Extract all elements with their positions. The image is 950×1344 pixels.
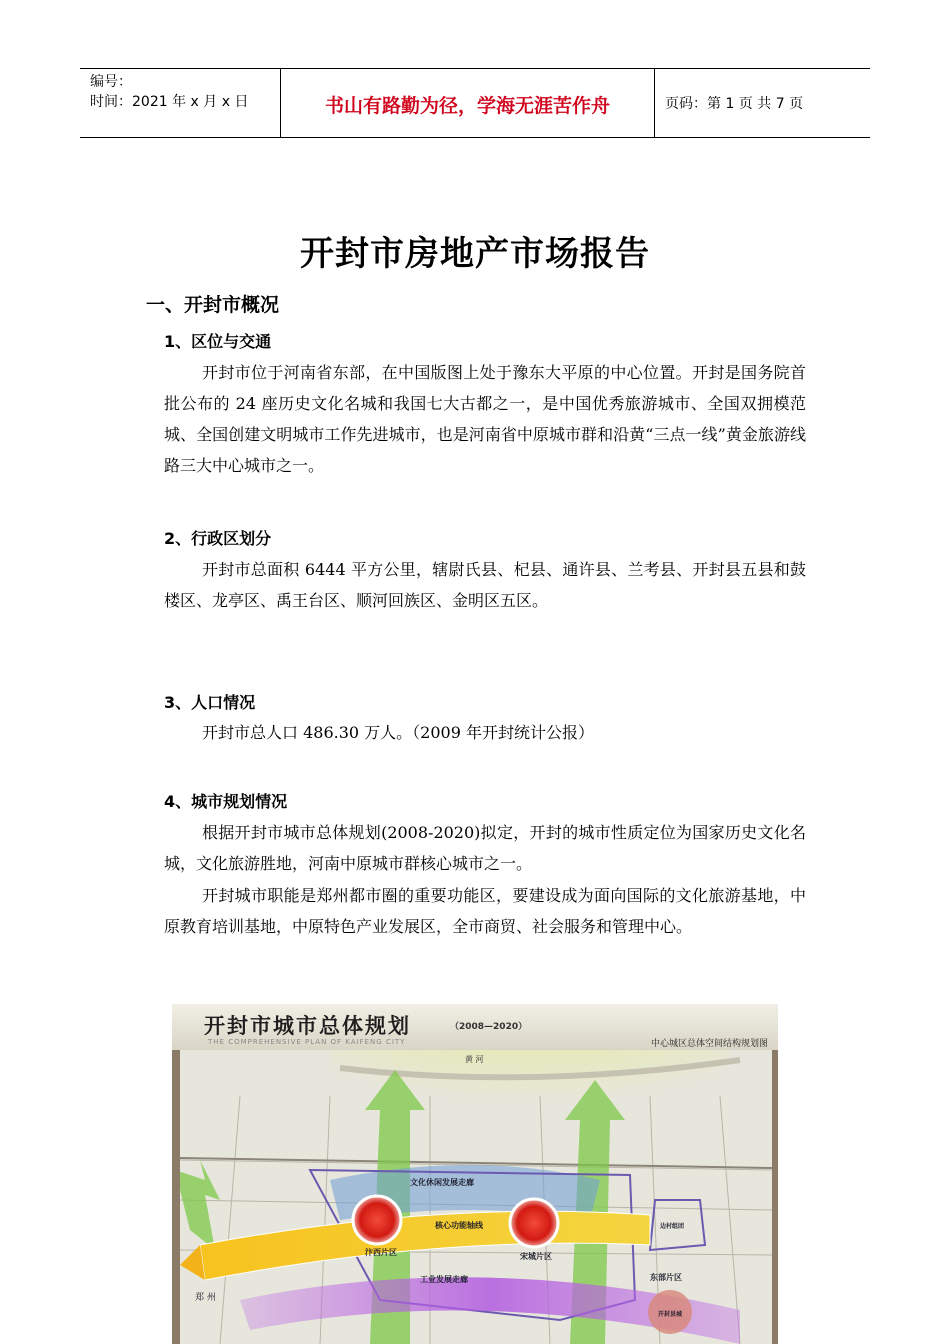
bianxi-center: [353, 1196, 401, 1244]
map-years: （2008—2020）: [450, 1022, 528, 1032]
subheading-location: 1、区位与交通: [164, 332, 272, 351]
subheading-planning: 4、城市规划情况: [164, 792, 288, 811]
subheading-administration: 2、行政区划分: [164, 529, 272, 548]
label-kaifeng-county: 开封县城: [658, 1311, 683, 1318]
label-culture-corridor: 文化休闲发展走廊: [410, 1178, 474, 1187]
label-zhengzhou: 郑 州: [195, 1293, 216, 1303]
paragraph-planning-1: 根据开封市城市总体规划(2008-2020)拟定，开封的城市性质定位为国家历史文化名城，文化旅游胜地，河南中原城市群核心城市之一。: [164, 823, 806, 873]
document-title: 开封市房地产市场报告: [300, 234, 650, 274]
time-label: 时间：2021 年 x 月 x 日: [90, 94, 249, 110]
page-info: 页码：第 1 页 共 7 页: [665, 96, 804, 112]
paragraph-location: 开封市位于河南省东部，在中国版图上处于豫东大平原的中心位置。开封是国务院首批公布的 24 座历史文化名城和我国七大古都之一，是中国优秀旅游城市、全国双拥模范城、全国创建文明城市工作先进城市，也是河南省中原城市群和沿黄“三点一线”黄金旅游线路三大中心城市之一。: [164, 363, 806, 475]
paragraph-population: 开封市总人口 486.30 万人。（2009 年开封统计公报）: [202, 723, 594, 742]
document-header: [80, 68, 870, 138]
map-title: 开封市城市总体规划: [204, 1014, 411, 1038]
header-motto: 书山有路勤为径，学海无涯苦作舟: [281, 69, 655, 137]
label-yellow-river: 黄 河: [465, 1055, 484, 1064]
map-body: [180, 1050, 772, 1344]
paragraph-administration: 开封市总面积 6444 平方公里，辖尉氏县、杞县、通许县、兰考县、开封县五县和鼓楼区、龙亭区、禹王台区、顺河回族区、金明区五区。: [164, 560, 806, 610]
subheading-population: 3、人口情况: [164, 693, 256, 712]
label-core-axis: 核心功能轴线: [435, 1221, 483, 1230]
map-subtitle: 中心城区总体空间结构规划图: [650, 1039, 768, 1049]
songcheng-center: [510, 1199, 558, 1247]
section-heading-overview: 一、开封市概况: [146, 294, 280, 316]
label-songcheng: 宋城片区: [520, 1252, 552, 1261]
city-plan-map: [172, 1004, 778, 1344]
label-industry-corridor: 工业发展走廊: [420, 1275, 468, 1284]
label-bianxi: 汴西片区: [365, 1248, 397, 1257]
number-label: 编号：: [90, 74, 132, 90]
map-english-title: THE COMPREHENSIVE PLAN OF KAIFENG CITY: [208, 1038, 406, 1046]
paragraph-planning-2: 开封城市职能是郑州都市圈的重要功能区，要建设成为面向国际的文化旅游基地，中原教育培训基地，中原特色产业发展区，全市商贸、社会服务和管理中心。: [164, 886, 806, 936]
label-logistics: 边村组团: [660, 1223, 685, 1230]
map-header: [172, 1004, 778, 1050]
label-dongbu: 东部片区: [650, 1273, 682, 1282]
header-meta: [80, 69, 281, 137]
